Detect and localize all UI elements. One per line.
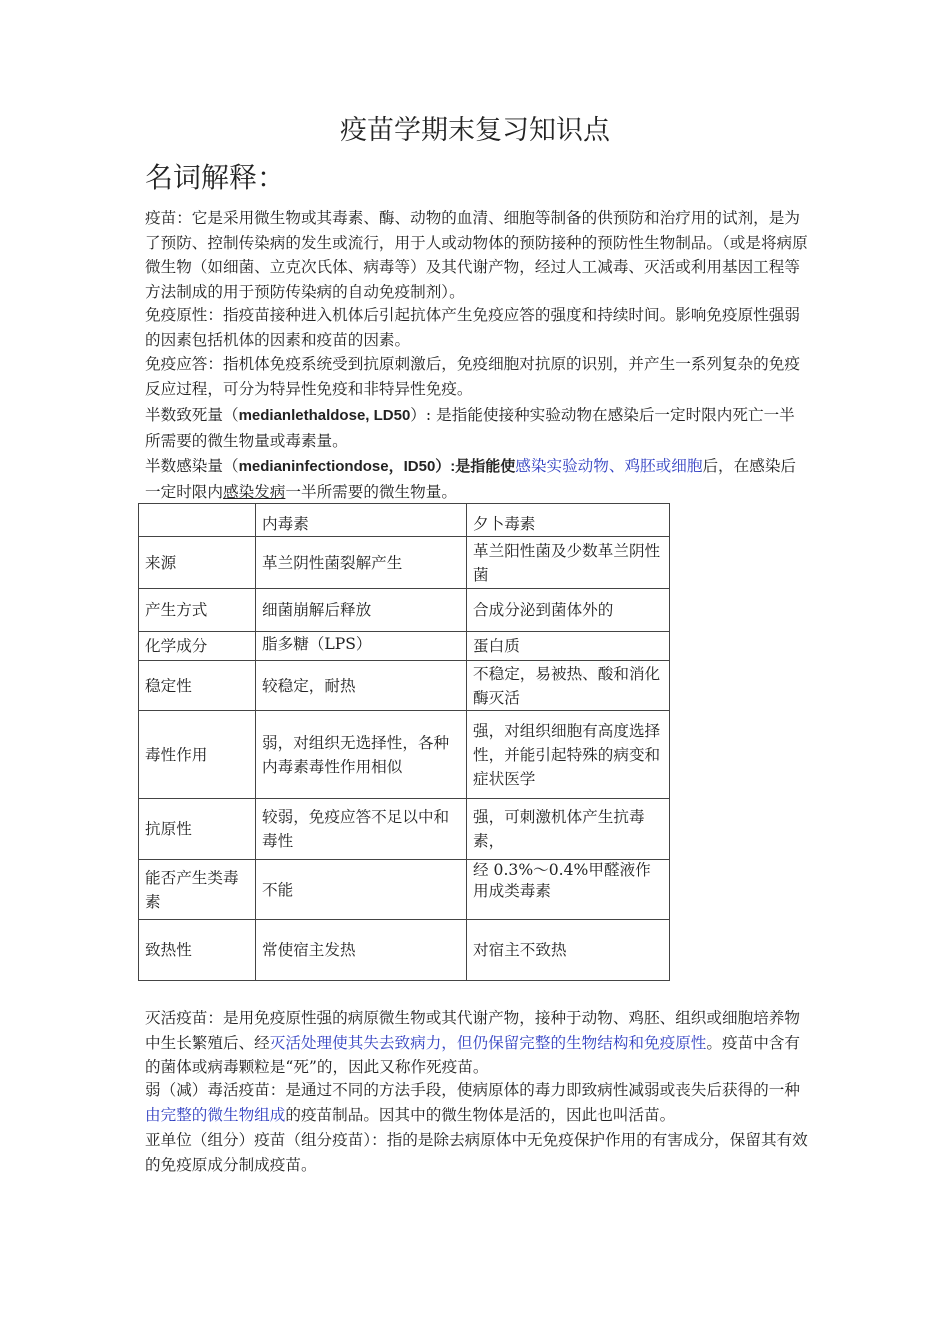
table-row: [139, 920, 670, 981]
table-cell: 革兰阴性菌裂解产生: [256, 537, 467, 589]
id50-term: medianinfectiondose，ID50: [238, 458, 436, 475]
table-cell: 致热性: [139, 920, 256, 981]
table-row: [139, 711, 670, 799]
table-cell: 能否产生类毒素: [139, 860, 256, 920]
section-heading: 名词解释：: [145, 161, 286, 194]
definition-immune-response: 免疫应答：指机体免疫系统受到抗原刺激后，免疫细胞对抗原的识别，并产生一系列复杂的免疫反应过程，可分为特异性免疫和非特异性免疫。: [145, 355, 800, 398]
table-cell: 常使宿主发热: [256, 920, 467, 981]
table-cell: 化学成分: [139, 632, 256, 661]
ld50-term: medianlethaldose, LD50: [238, 407, 411, 424]
table-cell: 稳定性: [139, 661, 256, 711]
table-cell: 抗原性: [139, 799, 256, 860]
definition-ld50: 半数致死量（medianlethaldose, LD50）: 是指能使接种实验动物在感染后一定时限内死亡一半所需要的微生物量或毒素量。: [145, 406, 795, 450]
table-header-cell: [139, 504, 256, 537]
table-row: [139, 860, 670, 920]
highlight-text: 感染实验动物、鸡胚或细胞: [515, 457, 703, 475]
table-cell: 弱，对组织无选择性，各种内毒素毒性作用相似: [256, 711, 467, 799]
table-cell: 强，对组织细胞有高度选择性，并能引起特殊的病变和症状医学: [467, 711, 670, 799]
table-header-cell: 夕卜毒素: [467, 504, 670, 537]
table-header-row: [139, 504, 670, 537]
table-cell: 细菌崩解后释放: [256, 589, 467, 632]
table-header-cell: 内毒素: [256, 504, 467, 537]
table-cell: 不稳定，易被热、酸和消化酶灭活: [467, 661, 670, 711]
table-row: [139, 799, 670, 860]
table-cell: 来源: [139, 537, 256, 589]
underlined-text: 感染发病: [222, 482, 286, 501]
definition-inactivated-vaccine: 灭活疫苗：是用免疫原性强的病原微生物或其代谢产物，接种于动物、鸡胚、组织或细胞培养物中生长繁殖后、经灭活处理使其失去致病力，但仍保留完整的生物结构和免疫原性。疫苗中含有的菌体或病毒颗粒是“死”的，因此又称作死疫苗。: [145, 1009, 800, 1076]
table-cell: 毒性作用: [139, 711, 256, 799]
table-row: [139, 589, 670, 632]
table-cell: 脂多糖（LPS）: [256, 632, 467, 661]
table-cell: 对宿主不致热: [467, 920, 670, 981]
table-row: [139, 537, 670, 589]
definition-id50: 半数感染量（medianinfectiondose，ID50）:是指能使感染实验动物、鸡胚或细胞后，在感染后一定时限内感染发病一半所需要的微生物量。: [145, 457, 797, 501]
document-title: 疫苗学期末复习知识点: [340, 115, 610, 146]
table-cell: 强，可刺激机体产生抗毒素，: [467, 799, 670, 860]
toxin-comparison-table: [138, 503, 670, 981]
table-cell: 革兰阳性菌及少数革兰阴性菌: [467, 537, 670, 589]
definition-vaccine: 疫苗：它是采用微生物或其毒素、酶、动物的血清、细胞等制备的供预防和治疗用的试剂，是为了预防、控制传染病的发生或流行，用于人或动物体的预防接种的预防性生物制品。（或是将病原微生物（如细菌、立克次氏体、病毒等）及其代谢产物，经过人工减毒、灭活或利用基因工程等方法制成的用于预防传染病的自动免疫制剂）。: [145, 209, 808, 301]
table-cell: 较稳定，耐热: [256, 661, 467, 711]
table-cell: 不能: [256, 860, 467, 920]
table-cell: 蛋白质: [467, 632, 670, 661]
definition-immunogenicity: 免疫原性：指疫苗接种进入机体后引起抗体产生免疫应答的强度和持续时间。影响免疫原性强弱的因素包括机体的因素和疫苗的因素。: [145, 306, 800, 349]
table-cell: 产生方式: [139, 589, 256, 632]
definition-subunit-vaccine: 亚单位（组分）疫苗（组分疫苗）：指的是除去病原体中无免疫保护作用的有害成分，保留其有效的免疫原成分制成疫苗。: [145, 1131, 808, 1174]
table-cell: 合成分泌到菌体外的: [467, 589, 670, 632]
table-row: [139, 661, 670, 711]
table-row: [139, 632, 670, 661]
definition-attenuated-vaccine: 弱（减）毒活疫苗：是通过不同的方法手段，使病原体的毒力即致病性减弱或丧失后获得的一种由完整的微生物组成的疫苗制品。因其中的微生物体是活的，因此也叫活苗。: [145, 1081, 800, 1124]
table-cell: 较弱，免疫应答不足以中和毒性: [256, 799, 467, 860]
table-cell: 经 0.3%〜0.4%甲醛液作用成类毒素: [467, 860, 670, 920]
highlight-text: 由完整的微生物组成: [145, 1105, 286, 1124]
highlight-text: 灭活处理使其失去致病力，但仍保留完整的生物结构和免疫原性: [269, 1033, 707, 1052]
